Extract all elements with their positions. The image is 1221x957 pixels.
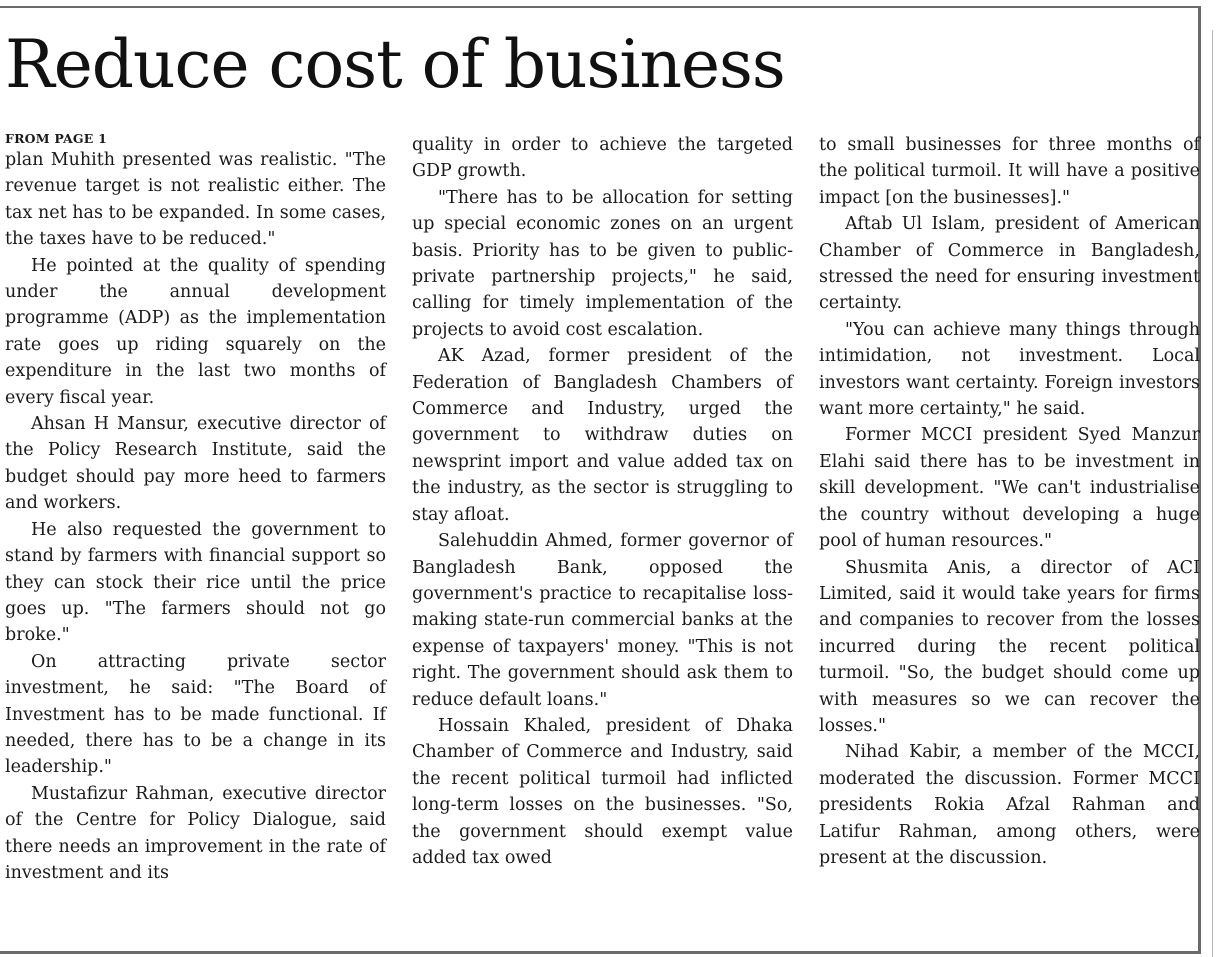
- paragraph: Hossain Khaled, president of Dhaka Chamber of Commerce and Industry, said the recent political turmoil had inflicted long-term losses on the businesses. "So, the government should exempt value added tax owed: [412, 715, 793, 868]
- paragraph: quality in order to achieve the targeted GDP growth.: [412, 135, 793, 182]
- paragraph: Former MCCI president Syed Manzur Elahi said there has to be investment in skill development. "We can't industrialise the country without developing a huge pool of human resources.": [819, 425, 1200, 552]
- paragraph: Shusmita Anis, a director of ACI Limited, said it would take years for firms and companies to recover from the losses incurred during the recent political turmoil. "So, the budget should come up with measures so we can recover the losses.": [819, 557, 1200, 736]
- paragraph: Nihad Kabir, a member of the MCCI, moderated the discussion. Former MCCI presidents Rokia Afzal Rahman and Latifur Rahman, among others, were present at the discussion.: [819, 742, 1200, 868]
- paragraph: Ahsan H Mansur, executive director of the Policy Research Institute, said the budget should pay more heed to farmers and workers.: [5, 414, 386, 514]
- paragraph: "You can achieve many things through intimidation, not investment. Local investors want certainty. Foreign investors want more certainty," he said.: [819, 319, 1200, 420]
- page-edge-line: [1212, 30, 1213, 957]
- paragraph: Aftab Ul Islam, president of American Chamber of Commerce in Bangladesh, stressed the need for ensuring investment certainty.: [819, 214, 1200, 314]
- paragraph: He pointed at the quality of spending under the annual development programme (ADP) as the implementation rate goes up riding squarely on the expenditure in the last two months of every fiscal year.: [5, 255, 386, 408]
- paragraph: On attracting private sector investment, he said: "The Board of Investment has to be made functional. If needed, there has to be a change in its leadership.": [5, 651, 386, 778]
- paragraph: Salehuddin Ahmed, former governor of Bangladesh Bank, opposed the government's practice to recapitalise loss-making state-run commercial banks at the expense of taxpayers' money. "This is not right. The government should ask them to reduce default loans.": [412, 531, 793, 710]
- paragraph: "There has to be allocation for setting up special economic zones on an urgent basis. Priority has to be given to public-private partnership projects," he said, calling for timely implementation of the projects to avoid cost escalation.: [412, 187, 793, 340]
- paragraph: He also requested the government to stand by farmers with financial support so they can stock their rice until the price goes up. "The farmers should not go broke.": [5, 519, 386, 646]
- paragraph: Mustafizur Rahman, executive director of the Centre for Policy Dialogue, said there needs an improvement in the rate of investment and its: [5, 783, 386, 883]
- article-column-2: [412, 132, 793, 871]
- paragraph: to small businesses for three months of the political turmoil. It will have a positive impact [on the businesses].": [819, 135, 1200, 208]
- article-column-3: [819, 132, 1200, 871]
- jump-label: FROM PAGE 1: [5, 131, 107, 146]
- paragraph: plan Muhith presented was realistic. "The revenue target is not realistic either. The tax net has to be expanded. In some cases, the taxes have to be reduced.": [5, 150, 386, 250]
- top-border-rule: [0, 6, 1200, 8]
- paragraph: AK Azad, former president of the Federation of Bangladesh Chambers of Commerce and Industry, urged the government to withdraw duties on newsprint import and value added tax on the industry, as the sector is struggling to stay afloat.: [412, 346, 793, 525]
- article-column-1: [5, 130, 386, 886]
- headline: Reduce cost of business: [5, 26, 785, 103]
- bottom-border-rule: [0, 951, 1200, 954]
